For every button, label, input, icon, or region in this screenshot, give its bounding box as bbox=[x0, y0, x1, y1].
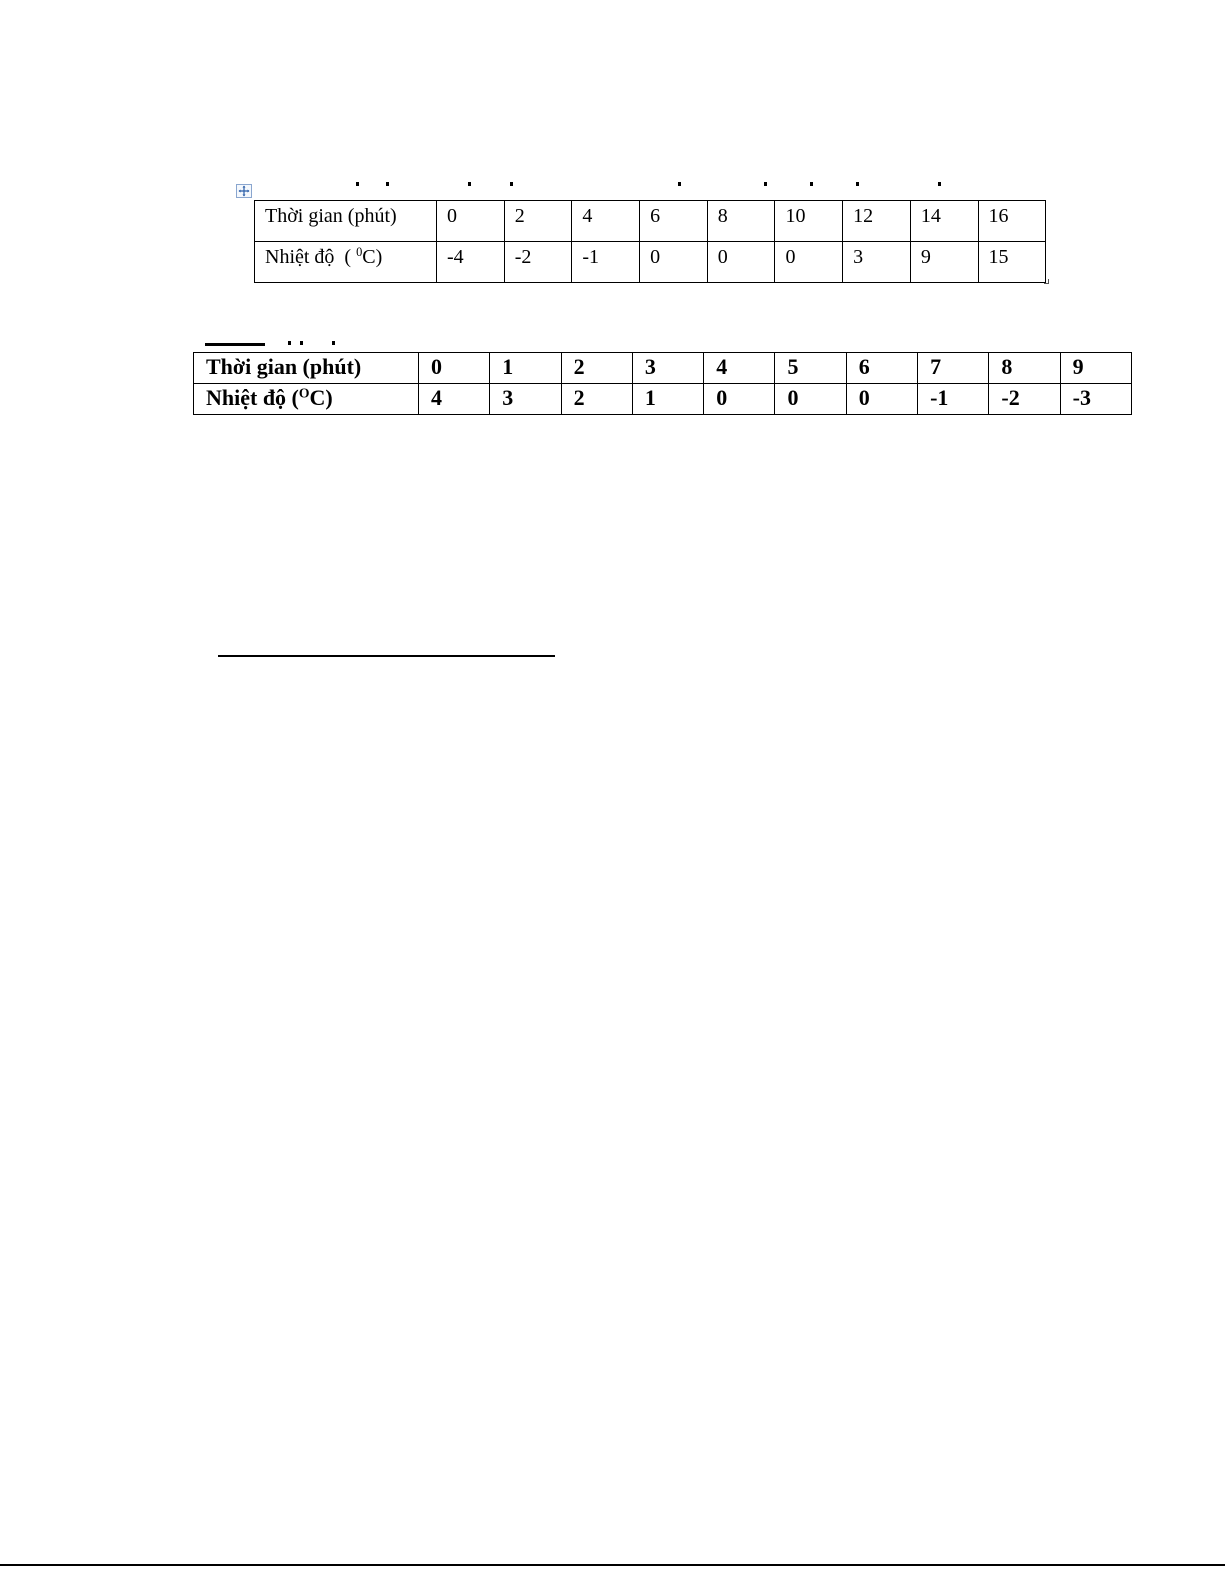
time-cell: 6 bbox=[640, 201, 708, 242]
temperature-table-2 bbox=[193, 352, 1132, 415]
temp-cell: -3 bbox=[1060, 384, 1131, 415]
time-cell: 2 bbox=[561, 353, 632, 384]
row-header-time: Thời gian (phút) bbox=[194, 353, 419, 384]
temp-cell: 0 bbox=[846, 384, 917, 415]
temp-cell: 0 bbox=[640, 242, 708, 283]
temp-cell: -4 bbox=[437, 242, 505, 283]
time-cell: 8 bbox=[989, 353, 1060, 384]
row-header-time: Thời gian (phút) bbox=[255, 201, 437, 242]
temp-label-prefix: Nhiệt độ ( bbox=[206, 385, 299, 410]
temp-cell: 9 bbox=[910, 242, 978, 283]
clipped-text-line bbox=[280, 341, 360, 347]
table-row-time bbox=[194, 353, 1132, 384]
temp-cell: 0 bbox=[775, 242, 843, 283]
temp-cell: 4 bbox=[419, 384, 490, 415]
time-cell: 8 bbox=[707, 201, 775, 242]
table-row-time bbox=[255, 201, 1046, 242]
temp-label-suffix: C) bbox=[362, 246, 383, 268]
temp-label-prefix: Nhiệt độ ( bbox=[265, 246, 357, 268]
time-cell: 9 bbox=[1060, 353, 1131, 384]
table-row-temperature bbox=[194, 384, 1132, 415]
temp-cell: -1 bbox=[572, 242, 640, 283]
temp-label-sup: O bbox=[298, 385, 310, 401]
temp-cell: 3 bbox=[490, 384, 561, 415]
time-cell: 0 bbox=[437, 201, 505, 242]
temp-cell: -2 bbox=[504, 242, 572, 283]
time-cell: 12 bbox=[843, 201, 911, 242]
time-cell: 16 bbox=[978, 201, 1046, 242]
clipped-underline bbox=[205, 343, 265, 346]
table-resize-handle[interactable] bbox=[1044, 279, 1049, 284]
time-cell: 1 bbox=[490, 353, 561, 384]
time-cell: 4 bbox=[704, 353, 775, 384]
section-underline bbox=[218, 655, 555, 657]
row-header-temperature bbox=[194, 384, 419, 415]
temp-label-suffix: C) bbox=[309, 385, 333, 410]
temp-label-sup: 0 bbox=[356, 245, 363, 260]
temp-cell: 0 bbox=[775, 384, 846, 415]
time-cell: 2 bbox=[504, 201, 572, 242]
clipped-text-line bbox=[258, 182, 948, 188]
page-bottom-rule bbox=[0, 1564, 1225, 1566]
temp-cell: 15 bbox=[978, 242, 1046, 283]
time-cell: 6 bbox=[846, 353, 917, 384]
time-cell: 10 bbox=[775, 201, 843, 242]
row-header-temperature bbox=[255, 242, 437, 283]
temp-cell: 3 bbox=[843, 242, 911, 283]
temp-cell: -2 bbox=[989, 384, 1060, 415]
table-row-temperature bbox=[255, 242, 1046, 283]
temp-cell: 0 bbox=[707, 242, 775, 283]
time-cell: 5 bbox=[775, 353, 846, 384]
temp-cell: 1 bbox=[632, 384, 703, 415]
temp-cell: -1 bbox=[918, 384, 989, 415]
temperature-table-1 bbox=[254, 200, 1046, 283]
time-cell: 3 bbox=[632, 353, 703, 384]
temp-cell: 2 bbox=[561, 384, 632, 415]
time-cell: 14 bbox=[910, 201, 978, 242]
time-cell: 0 bbox=[419, 353, 490, 384]
temp-cell: 0 bbox=[704, 384, 775, 415]
time-cell: 4 bbox=[572, 201, 640, 242]
table-move-handle-icon[interactable] bbox=[236, 184, 252, 198]
time-cell: 7 bbox=[918, 353, 989, 384]
